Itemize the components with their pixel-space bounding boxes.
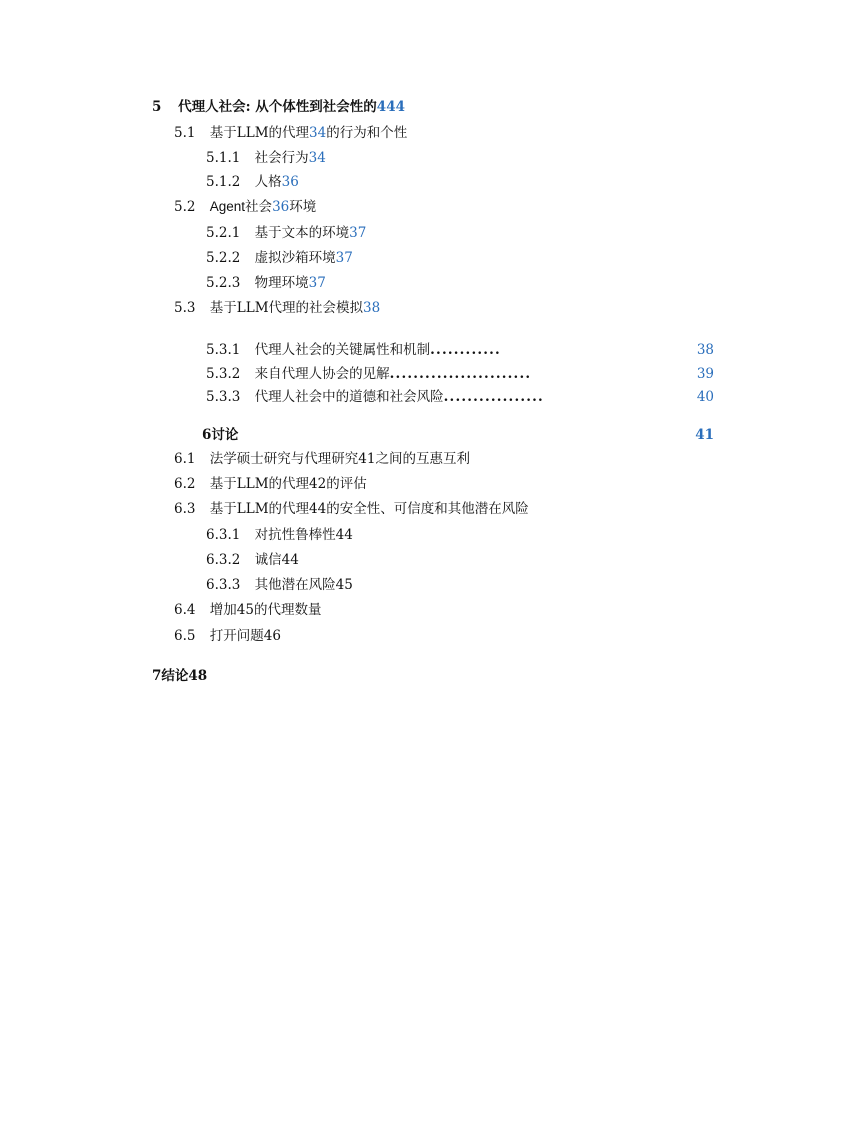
toc-entry-5-2-2[interactable] [206, 249, 353, 267]
section-title: 其他潜在风险45 [254, 577, 353, 593]
toc-entry-6-2[interactable] [174, 475, 367, 493]
section-title: 7结论48 [152, 668, 208, 684]
page-number-link[interactable]: 41 [695, 427, 714, 443]
page-number-link[interactable]: 40 [696, 389, 714, 405]
toc-entry-5-2-1[interactable] [206, 224, 366, 242]
section-title: 代理人社会: 从个体性到社会性的 [178, 99, 377, 115]
section-number: 5.2.3 [206, 275, 241, 291]
toc-entry-6-3[interactable] [174, 500, 529, 518]
leader-dots: ................. [443, 389, 544, 405]
toc-entry-5-3-3[interactable] [206, 388, 544, 406]
toc-entry-5-3[interactable] [174, 299, 380, 317]
section-title-cont: 环境 [289, 199, 317, 215]
section-title: 基于LLM的代理 [209, 125, 310, 141]
page-number-link[interactable]: 38 [696, 342, 714, 358]
section-title: Agent社会 [209, 199, 273, 214]
section-title: 诚信44 [254, 552, 299, 568]
section-number: 6.3 [174, 501, 196, 517]
section-title: 基于文本的环境 [254, 225, 350, 241]
section-title: 代理人社会的关键属性和机制 [254, 342, 431, 358]
page-number-link[interactable]: 39 [696, 366, 714, 382]
section-number: 6.3.2 [206, 552, 241, 568]
toc-entry-7[interactable] [152, 667, 207, 685]
page-number-link[interactable]: 38 [363, 300, 381, 316]
leader-dots: ............ [430, 342, 501, 358]
section-number: 6.3.1 [206, 527, 241, 543]
section-number: 6.5 [174, 628, 196, 644]
section-number: 6.1 [174, 451, 196, 467]
toc-entry-6-3-3[interactable] [206, 576, 353, 594]
section-number: 5.2 [174, 199, 196, 215]
toc-entry-5-1-2[interactable] [206, 173, 299, 191]
page-number-link[interactable]: 37 [335, 250, 353, 266]
page-number-link[interactable]: 37 [308, 275, 326, 291]
section-title: 基于LLM的代理42的评估 [209, 476, 367, 492]
section-title: 6讨论 [202, 427, 239, 443]
section-number: 6.3.3 [206, 577, 241, 593]
page-number-link[interactable]: 34 [309, 125, 327, 141]
section-number: 5.1.2 [206, 174, 241, 190]
section-title: 增加45的代理数量 [209, 602, 322, 618]
toc-entry-5-3-1[interactable] [206, 341, 501, 359]
section-title: 对抗性鲁棒性44 [254, 527, 353, 543]
section-number: 5.2.1 [206, 225, 241, 241]
section-number: 5 [152, 99, 162, 115]
section-title: 代理人社会中的道德和社会风险 [254, 389, 444, 405]
section-title: 基于LLM代理的社会模拟 [209, 300, 364, 316]
section-title: 社会行为 [254, 150, 309, 166]
section-number: 6.2 [174, 476, 196, 492]
section-number: 5.3.1 [206, 342, 241, 358]
toc-entry-6-4[interactable] [174, 601, 321, 619]
leader-dots: ........................ [389, 366, 532, 382]
section-number: 5.3.3 [206, 389, 241, 405]
toc-entry-5-1[interactable] [174, 124, 407, 142]
section-title: 来自代理人协会的见解 [254, 366, 390, 382]
page-number-link[interactable]: 34 [308, 150, 326, 166]
toc-entry-6-1[interactable] [174, 450, 470, 468]
section-number: 5.2.2 [206, 250, 241, 266]
page-number-link[interactable]: 36 [281, 174, 299, 190]
section-number: 5.3 [174, 300, 196, 316]
section-title: 法学硕士研究与代理研究41之间的互惠互利 [209, 451, 470, 467]
section-title-cont: 的行为和个性 [326, 125, 408, 141]
page-number-link[interactable]: 444 [376, 99, 405, 115]
toc-entry-6-3-1[interactable] [206, 526, 353, 544]
section-number: 6.4 [174, 602, 196, 618]
section-title: 基于LLM的代理44的安全性、可信度和其他潜在风险 [209, 501, 529, 517]
section-number: 5.1.1 [206, 150, 241, 166]
toc-entry-5-1-1[interactable] [206, 149, 326, 167]
page-number-link[interactable]: 37 [349, 225, 367, 241]
section-title: 人格 [254, 174, 282, 190]
toc-entry-5[interactable] [152, 98, 405, 116]
section-title: 物理环境 [254, 275, 309, 291]
toc-entry-6[interactable] [202, 426, 238, 444]
section-number: 5.1 [174, 125, 196, 141]
section-number: 5.3.2 [206, 366, 241, 382]
toc-entry-5-2-3[interactable] [206, 274, 326, 292]
section-title: 虚拟沙箱环境 [254, 250, 336, 266]
page-number-link[interactable]: 36 [272, 199, 290, 215]
section-title: 打开问题46 [209, 628, 281, 644]
toc-entry-6-5[interactable] [174, 627, 281, 645]
toc-entry-6-3-2[interactable] [206, 551, 299, 569]
toc-entry-5-3-2[interactable] [206, 365, 531, 383]
toc-entry-5-2[interactable] [174, 198, 316, 216]
